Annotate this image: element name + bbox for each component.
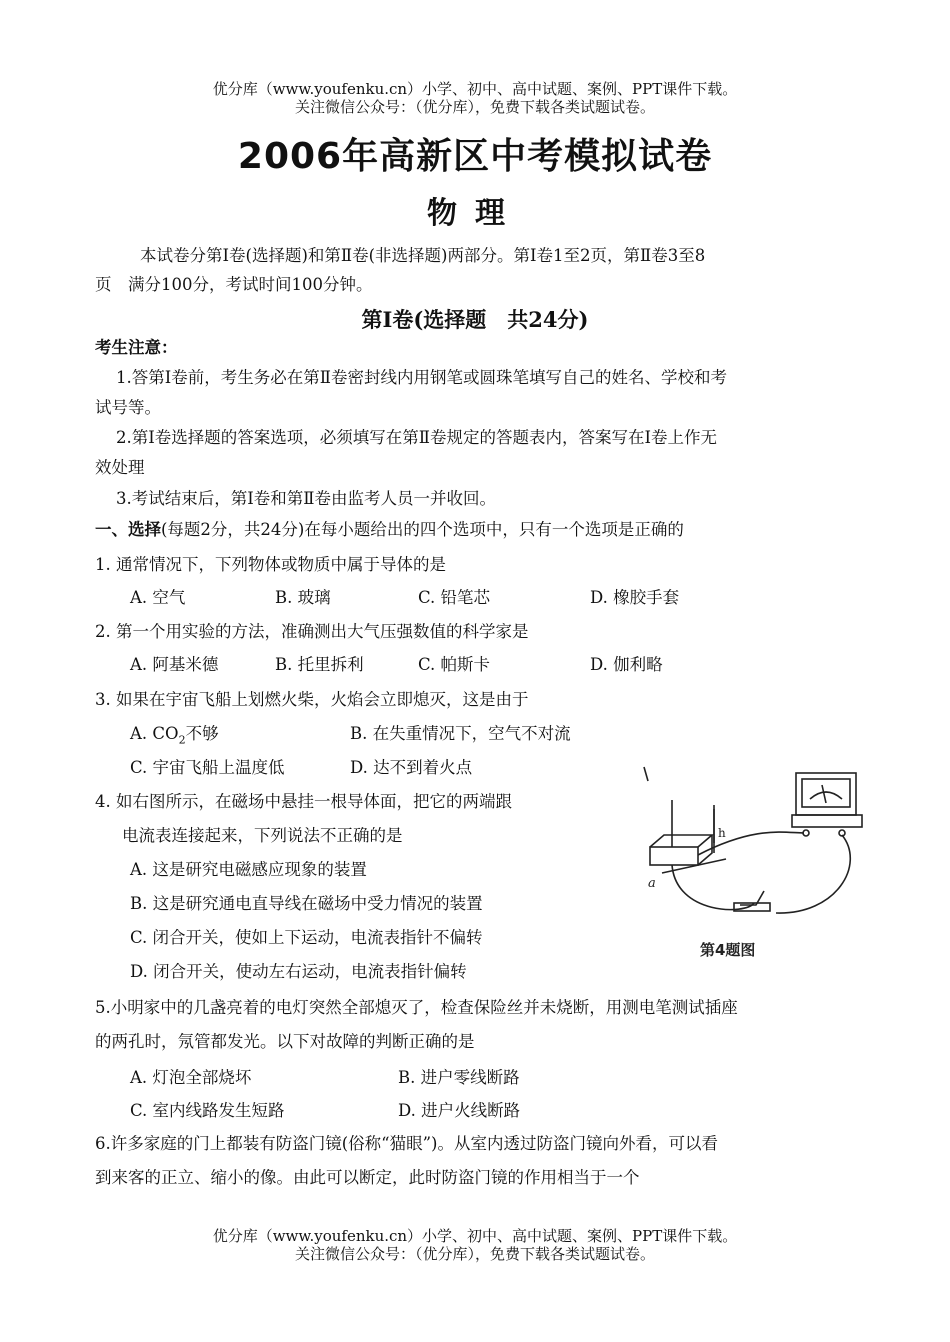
q4-apparatus-diagram bbox=[636, 755, 866, 970]
q3-option-a-subscript: 2 bbox=[178, 733, 186, 747]
q1-stem: 1. 通常情况下，下列物体或物质中属于导体的是 bbox=[95, 555, 446, 574]
q2-option-b: B. 托里拆利 bbox=[275, 655, 364, 674]
notice-heading: 考生注意： bbox=[95, 338, 178, 357]
q3-option-b: B. 在失重情况下，空气不对流 bbox=[350, 724, 571, 743]
q2-option-d: D. 伽利略 bbox=[590, 655, 663, 674]
notice-item-1-line-1: 1.答第Ⅰ卷前，考生务必在第Ⅱ卷密封线内用钢笔或圆珠笔填写自己的姓名、学校和考 bbox=[116, 368, 727, 387]
q5-stem-line-1: 5.小明家中的几盏亮着的电灯突然全部熄灭了，检查保险丝并未烧断，用测电笔测试插座 bbox=[95, 998, 738, 1017]
notice-item-2-line-2: 效处理 bbox=[95, 458, 145, 477]
q5-option-b: B. 进户零线断路 bbox=[398, 1068, 520, 1087]
q3-option-a-prefix: A. CO bbox=[130, 724, 179, 743]
q1-option-a: A. 空气 bbox=[130, 588, 186, 607]
q4-stem-line-1: 4. 如右图所示，在磁场中悬挂一根导体面，把它的两端跟 bbox=[95, 792, 512, 811]
q4-option-c: C. 闭合开关，使如上下运动，电流表指针不偏转 bbox=[130, 928, 483, 947]
q4-option-a: A. 这是研究电磁感应现象的装置 bbox=[130, 860, 367, 879]
intro-line-1: 本试卷分第Ⅰ卷(选择题)和第Ⅱ卷(非选择题)两部分。第Ⅰ卷1至2页，第Ⅱ卷3至8 bbox=[140, 246, 706, 265]
notice-item-1-line-2: 试号等。 bbox=[95, 398, 161, 417]
header-line-2: 关注微信公众号：（优分库），免费下载各类试题试卷。 bbox=[294, 98, 655, 116]
q3-option-c: C. 宇宙飞船上温度低 bbox=[130, 758, 285, 777]
q3-option-a bbox=[130, 724, 219, 750]
footer-line-1: 优分库（www.youfenku.cn）小学、初中、高中试题、案例、PPT课件下载。 bbox=[212, 1227, 738, 1245]
q4-option-d: D. 闭合开关，使动左右运动，电流表指针偏转 bbox=[130, 962, 467, 981]
q4-stem-line-2: 电流表连接起来，下列说法不正确的是 bbox=[122, 826, 403, 845]
footer-line-2: 关注微信公众号：（优分库），免费下载各类试题试卷。 bbox=[294, 1245, 655, 1263]
q3-stem: 3. 如果在宇宙飞船上划燃火柴，火焰会立即熄灭，这是由于 bbox=[95, 690, 529, 709]
q4-figure bbox=[636, 755, 866, 970]
q2-option-a: A. 阿基米德 bbox=[130, 655, 219, 674]
notice-item-2-line-1: 2.第Ⅰ卷选择题的答案选项，必须填写在第Ⅱ卷规定的答题表内，答案写在Ⅰ卷上作无 bbox=[116, 428, 717, 447]
page-title: 2006年高新区中考模拟试卷 bbox=[237, 136, 713, 177]
part-one-heading bbox=[95, 520, 684, 540]
q6-stem-line-2: 到来客的正立、缩小的像。由此可以断定，此时防盗门镜的作用相当于一个 bbox=[95, 1168, 640, 1187]
section-title: 第Ⅰ卷(选择题 共24分) bbox=[361, 307, 589, 332]
q5-option-c: C. 室内线路发生短路 bbox=[130, 1101, 285, 1120]
part-one-label: 一、选择 bbox=[95, 520, 161, 539]
q6-stem-line-1: 6.许多家庭的门上都装有防盗门镜(俗称“猫眼”)。从室内透过防盗门镜向外看，可以看 bbox=[95, 1134, 718, 1153]
q4-figure-label-a: a bbox=[648, 876, 656, 891]
q1-option-d: D. 橡胶手套 bbox=[590, 588, 680, 607]
q5-stem-line-2: 的两孔时，氖管都发光。以下对故障的判断正确的是 bbox=[95, 1032, 475, 1051]
q1-option-b: B. 玻璃 bbox=[275, 588, 331, 607]
q1-option-c: C. 铅笔芯 bbox=[418, 588, 491, 607]
q4-figure-label-h: h bbox=[718, 826, 726, 840]
q4-figure-caption: 第4题图 bbox=[700, 941, 756, 959]
intro-line-2: 页 满分100分，考试时间100分钟。 bbox=[95, 275, 373, 294]
q2-option-c: C. 帕斯卡 bbox=[418, 655, 491, 674]
q4-option-b: B. 这是研究通电直导线在磁场中受力情况的装置 bbox=[130, 894, 483, 913]
q2-stem: 2. 第一个用实验的方法，准确测出大气压强数值的科学家是 bbox=[95, 622, 529, 641]
header-line-1: 优分库（www.youfenku.cn）小学、初中、高中试题、案例、PPT课件下载。 bbox=[212, 80, 738, 98]
part-one-instructions: (每题2分，共24分)在每小题给出的四个选项中，只有一个选项是正确的 bbox=[161, 520, 684, 539]
notice-item-3: 3.考试结束后，第Ⅰ卷和第Ⅱ卷由监考人员一并收回。 bbox=[116, 489, 496, 508]
q3-option-a-suffix: 不够 bbox=[185, 724, 219, 743]
q3-option-d: D. 达不到着火点 bbox=[350, 758, 473, 777]
q5-option-d: D. 进户火线断路 bbox=[398, 1101, 521, 1120]
subject-title: 物理 bbox=[427, 196, 523, 231]
q5-option-a: A. 灯泡全部烧坏 bbox=[130, 1068, 252, 1087]
